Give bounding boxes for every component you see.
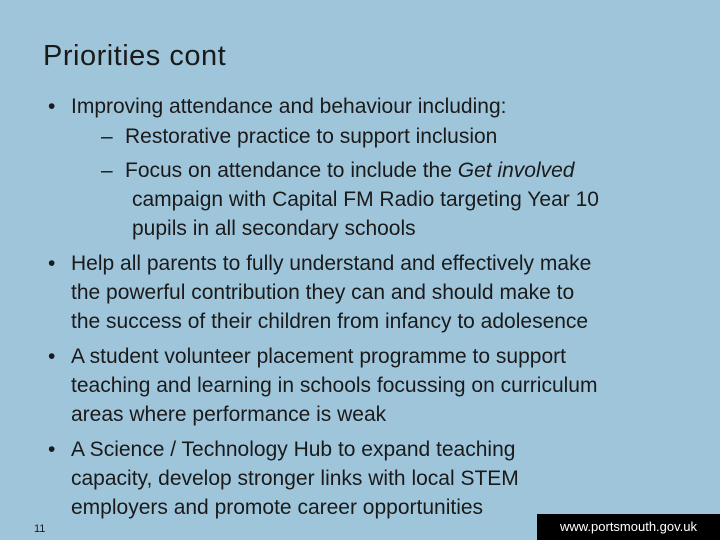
slide-title: Priorities cont — [43, 40, 227, 72]
bullet-text-line2: capacity, develop stronger links with local STEM — [71, 467, 519, 490]
sub-bullet-text-line1: Focus on attendance to include the Get involved — [125, 159, 575, 182]
bullet-marker: • — [48, 438, 56, 461]
slide-number: 11 — [34, 523, 46, 535]
bullet-item — [48, 92, 688, 243]
bullet-text-line1: A Science / Technology Hub to expand teaching — [71, 438, 516, 461]
bullet-item — [48, 249, 688, 336]
footer-url[interactable]: www.portsmouth.gov.uk — [537, 514, 720, 540]
bullet-text-line1: A student volunteer placement programme to support — [71, 345, 566, 368]
sub-bullet-text: Restorative practice to support inclusion — [125, 125, 498, 148]
dash-marker: – — [101, 125, 113, 148]
bullet-marker: • — [48, 345, 56, 368]
sub-bullet-text-line2: campaign with Capital FM Radio targeting Year 10 — [132, 188, 599, 211]
campaign-name: Get involved — [457, 159, 575, 182]
bullet-text-line2: the powerful contribution they can and should make to — [71, 281, 575, 304]
bullet-text-line3: employers and promote career opportunities — [71, 496, 484, 519]
bullet-item — [48, 342, 688, 429]
sub-bullet-item — [71, 122, 688, 151]
bullet-text-line1: Help all parents to fully understand and effectively make — [71, 252, 592, 275]
bullet-text-line2: teaching and learning in schools focussing on curriculum — [71, 374, 598, 397]
bullet-list — [48, 92, 688, 522]
bullet-marker: • — [48, 95, 56, 118]
bullet-item — [48, 435, 688, 522]
dash-marker: – — [101, 159, 113, 182]
bullet-marker: • — [48, 252, 56, 275]
bullet-text-line3: areas where performance is weak — [71, 403, 387, 426]
bullet-text-line3: the success of their children from infancy to adolesence — [71, 310, 589, 333]
sub-bullet-text-line3: pupils in all secondary schools — [132, 217, 416, 240]
sub-bullet-item — [71, 156, 688, 243]
bullet-text: Improving attendance and behaviour including: — [71, 95, 507, 118]
